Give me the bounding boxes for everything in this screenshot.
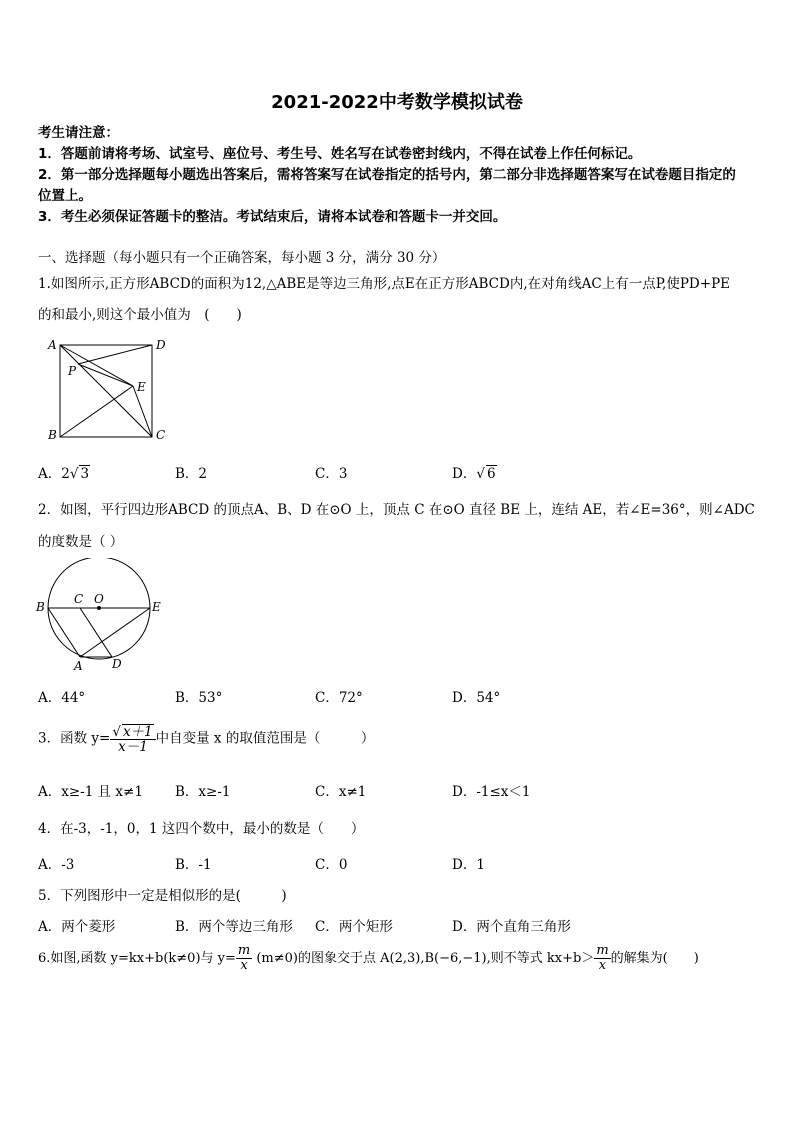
segment-cd — [80, 608, 112, 657]
q3-option-d[interactable]: D．-1≤x＜1 — [452, 784, 531, 800]
q2-option-d[interactable]: D．54° — [452, 690, 501, 706]
q2-circle-figure — [34, 558, 164, 673]
q2-option-b[interactable]: B．53° — [175, 690, 223, 706]
q2-option-c[interactable]: C．72° — [315, 690, 363, 706]
label-b: B — [48, 428, 57, 442]
q3-option-b[interactable]: B．x≥-1 — [175, 784, 231, 800]
q1-option-d[interactable]: D．√ 6 — [452, 466, 496, 482]
label-e: E — [152, 600, 161, 614]
label-d: D — [156, 338, 166, 352]
q6-fraction-2: $\frac{m}{x}$ — [596, 943, 609, 973]
q2-stem-line1: 2．如图，平行四边形ABCD 的顶点A、B、D 在⊙O 上，顶点 C 在⊙O 直径 BE 上，连结 AE，若∠E=36°，则∠ADC — [38, 502, 755, 518]
label-p: P — [68, 364, 77, 378]
label-a: A — [48, 338, 57, 352]
notice-item-1: 1．答题前请将考场、试室号、座位号、考生号、姓名写在试卷密封线内，不得在试卷上作任何标记。 — [38, 146, 642, 162]
q5-stem: 5．下列图形中一定是相似形的是( ) — [38, 888, 287, 904]
q1-square-figure — [40, 335, 170, 445]
notice-item-3: 3．考生必须保证答题卡的整洁。考试结束后，请将本试卷和答题卡一并交回。 — [38, 209, 507, 225]
segment-be — [60, 386, 133, 437]
q6-fraction-1: $\frac{m}{x}$ — [237, 943, 251, 973]
q5-option-d[interactable]: D．两个直角三角形 — [452, 919, 571, 935]
q1-stem-line2: 的和最小,则这个最小值为 ( ) — [38, 307, 242, 323]
segment-pe — [78, 364, 133, 386]
q4-option-a[interactable]: A．-3 — [38, 857, 75, 873]
q4-option-d[interactable]: D．1 — [452, 857, 485, 873]
label-c: C — [156, 428, 166, 442]
q4-option-b[interactable]: B．-1 — [175, 857, 212, 873]
label-a: A — [74, 659, 83, 673]
q3-option-c[interactable]: C．x≠1 — [315, 784, 367, 800]
segment-dp — [78, 345, 152, 364]
center-dot — [97, 606, 101, 610]
sqrt-icon: √ — [112, 724, 121, 740]
q1-option-a[interactable]: A．2√ 3 — [38, 466, 90, 482]
q4-option-c[interactable]: C．0 — [315, 857, 348, 873]
q2-option-a[interactable]: A．44° — [38, 690, 86, 706]
q6-stem: 6.如图,函数 y=kx+b(k≠0)与 y= $\frac{m}{x}$ (m≠0)的图象交于点 A(2,3),B(−6,−1),则不等式 kx+b＞ $\frac{m}{x}$ 的解集为( ) — [38, 943, 699, 973]
label-d: D — [112, 657, 122, 671]
q5-option-b[interactable]: B．两个等边三角形 — [175, 919, 293, 935]
q5-option-c[interactable]: C．两个矩形 — [315, 919, 393, 935]
q5-option-a[interactable]: A．两个菱形 — [38, 919, 116, 935]
sqrt-icon: √ — [69, 466, 79, 482]
label-e: E — [137, 380, 146, 394]
notice-item-2: 2．第一部分选择题每小题选出答案后，需将答案写在试卷指定的括号内，第二部分非选择题答案写在试卷题目指定的 — [38, 167, 736, 183]
label-o: O — [94, 592, 104, 606]
q1-option-b[interactable]: B．2 — [175, 466, 208, 482]
q2-stem-line2: 的度数是（ ） — [38, 534, 124, 550]
sqrt-icon: √ — [476, 466, 485, 482]
q4-stem: 4．在-3，-1，0，1 这四个数中，最小的数是（ ） — [38, 821, 365, 837]
q3-option-a[interactable]: A．x≥-1 且 x≠1 — [38, 784, 143, 800]
notice-item-2-cont: 位置上。 — [38, 188, 92, 204]
label-b: B — [36, 600, 45, 614]
segment-ae — [80, 608, 150, 657]
segment-ba — [48, 608, 80, 657]
q1-stem-line1: 1.如图所示,正方形ABCD的面积为12,△ABE是等边三角形,点E在正方形ABCD内,在对角线AC上有一点P,使PD+PE — [38, 276, 731, 292]
section-heading: 一、选择题（每小题只有一个正确答案，每小题 3 分，满分 30 分） — [38, 250, 446, 266]
page-title: 2021-2022中考数学模拟试卷 — [271, 92, 523, 113]
q1-option-c[interactable]: C．3 — [315, 466, 348, 482]
q3-stem: 3．函数 y= $\frac{√ x+1}{x-1}$ 中自变量 x 的取值范围是（ ） — [38, 724, 375, 755]
notice-header: 考生请注意： — [38, 125, 119, 141]
label-c: C — [74, 592, 84, 606]
q3-fraction: $\frac{√ x+1}{x-1}$ — [110, 724, 155, 754]
